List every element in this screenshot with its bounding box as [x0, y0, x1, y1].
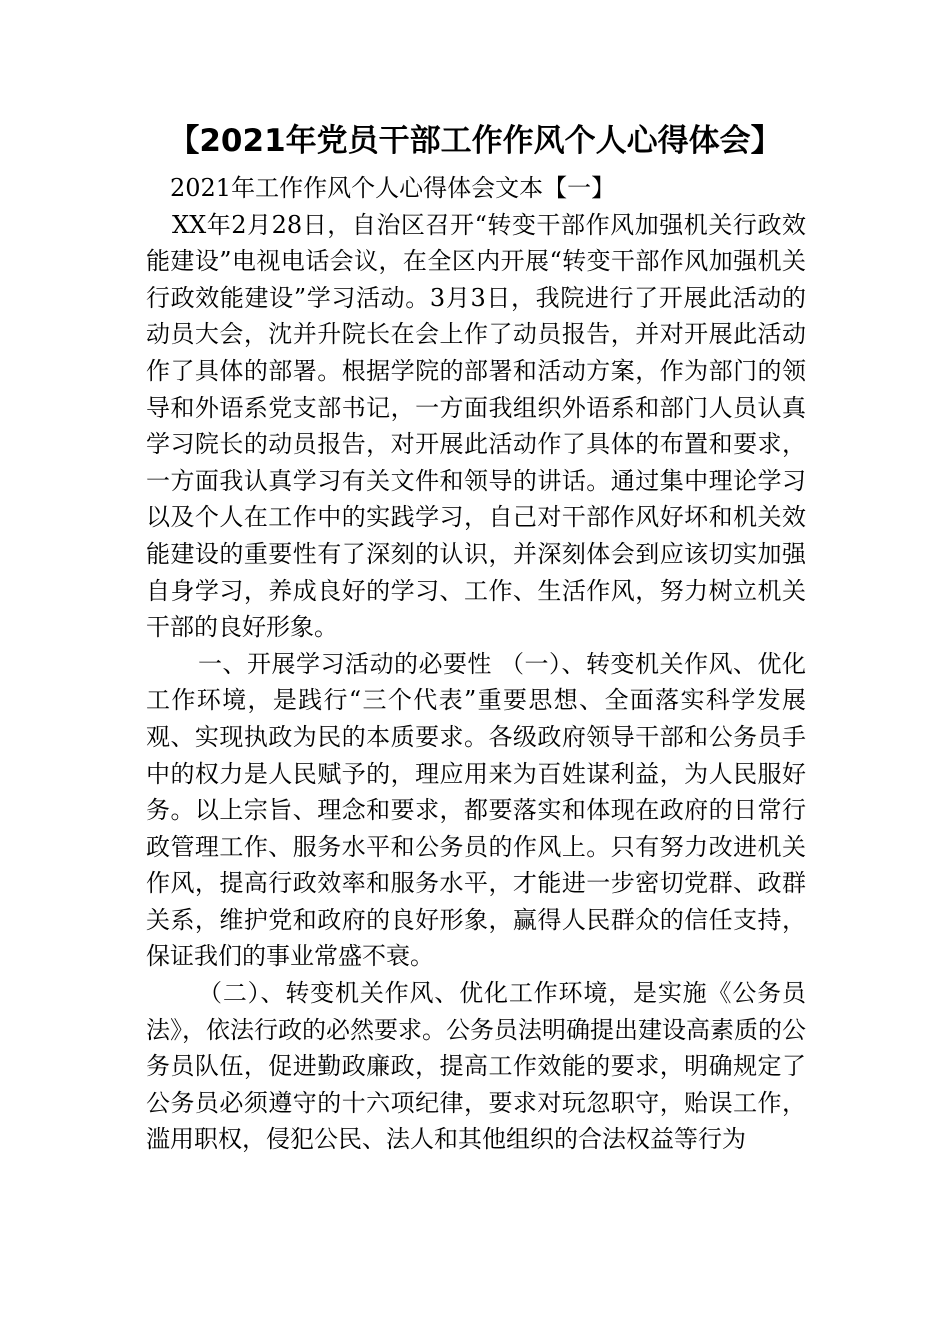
section-subheading: 2021年工作作风个人心得体会文本【一】 — [170, 174, 616, 202]
document-body — [146, 170, 806, 1158]
body-paragraph: 一、开展学习活动的必要性 （一）、转变机关作风、优化工作环境，是践行“三个代表”重要思想、全面落实科学发展观、实现执政为民的本质要求。各级政府领导干部和公务员手中的权力是人民赋予的，理应用来为百姓谋利益，为人民服好务。以上宗旨、理念和要求，都要落实和体现在政府的日常行政管理工作、服务水平和公务员的作风上。只有努力改进机关作风，提高行政效率和服务水平，才能进一步密切党群、政群关系，维护党和政府的良好形象，赢得人民群众的信任支持，保证我们的事业常盛不衰。 — [146, 649, 806, 971]
document-title: 【2021年党员干部工作作风个人心得体会】 — [168, 123, 782, 159]
body-paragraph: XX年2月28日，自治区召开“转变干部作风加强机关行政效能建设”电视电话会议，在全区内开展“转变干部作风加强机关行政效能建设”学习活动。3月3日，我院进行了开展此活动的动员大会，沈并升院长在会上作了动员报告，并对开展此活动作了具体的部署。根据学院的部署和活动方案，作为部门的领导和外语系党支部书记，一方面我组织外语系和部门人员认真学习院长的动员报告，对开展此活动作了具体的布置和要求，一方面我认真学习有关文件和领导的讲话。通过集中理论学习以及个人在工作中的实践学习，自己对干部作风好坏和机关效能建设的重要性有了深刻的认识，并深刻体会到应该切实加强自身学习，养成良好的学习、工作、生活作风，努力树立机关干部的良好形象。 — [146, 210, 806, 642]
body-paragraph: （二）、转变机关作风、优化工作环境，是实施《公务员法》，依法行政的必然要求。公务员法明确提出建设高素质的公务员队伍，促进勤政廉政，提高工作效能的要求，明确规定了公务员必须遵守的十六项纪律，要求对玩忽职守，贻误工作，滥用职权，侵犯公民、法人和其他组织的合法权益等行为 — [146, 979, 806, 1154]
